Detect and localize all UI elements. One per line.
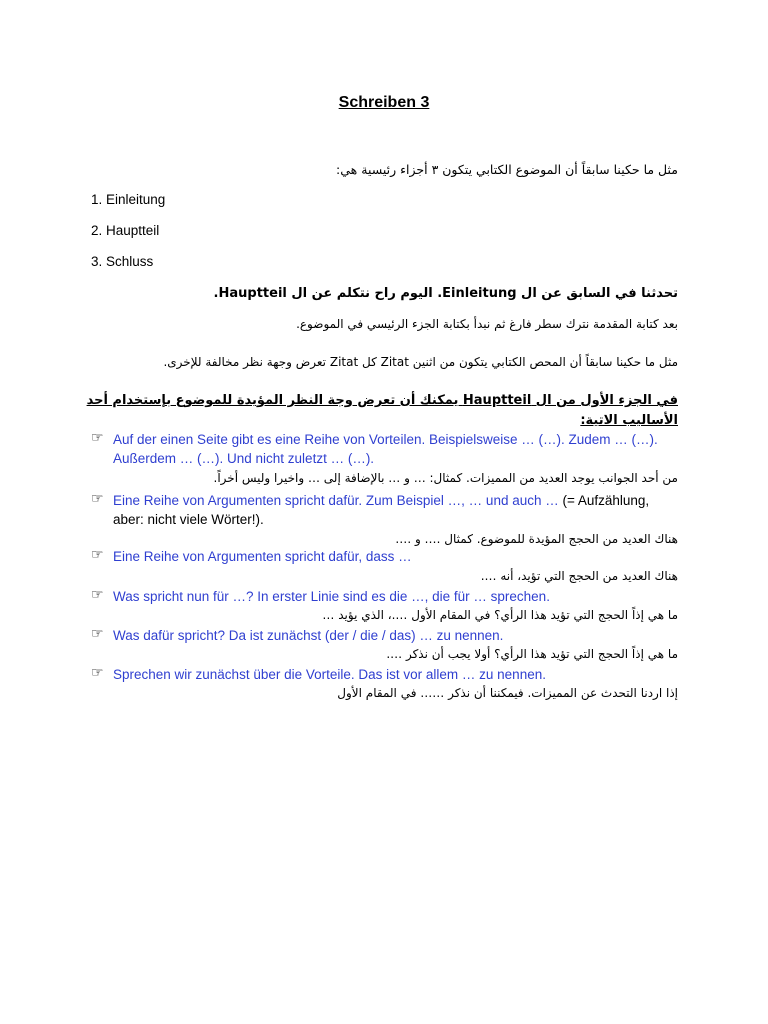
pointing-hand-icon: ☞ <box>91 430 104 446</box>
arabic-translation: إذا اردنا التحدث عن المميزات. فيمكننا أن نذكر …… في المقام الأول <box>337 686 678 700</box>
german-phrase: Sprechen wir zunächst über die Vorteile. Das ist vor allem … zu nennen. <box>113 667 546 682</box>
page-title: Schreiben 3 <box>338 94 430 111</box>
section-heading: في الجزء الأول من ال Hauptteil يمكنك أن تعرض وجة النظر المؤيدة للموضوع بإستخدام أحد الأساليب الاتية: <box>86 393 678 428</box>
talked-text: تحدثنا في السابق عن ال Einleitung. اليوم راح نتكلم عن ال Hauptteil. <box>213 286 678 301</box>
pointing-hand-icon: ☞ <box>91 665 104 681</box>
arabic-translation: ما هي إذاً الحجج التي تؤيد هذا الرأي؟ في المقام الأول ….، الذي يؤيد … <box>322 608 678 622</box>
zitat-text: مثل ما حكينا سابقاً أن المحص الكتابي يتكون من اثنين Zitat كل Zitat تعرض وجهة نظر مخالفة للإخرى. <box>163 355 678 369</box>
german-phrase: Eine Reihe von Argumenten spricht dafür, dass … <box>113 549 412 564</box>
german-phrase: Was dafür spricht? Da ist zunächst (der / die / das) … zu nennen. <box>113 628 504 643</box>
part-item-einleitung: 1. Einleitung <box>91 192 166 207</box>
arabic-translation: من أحد الجوانب يوجد العديد من المميزات. كمثال: … و … بالإضافة إلى … واخيرا وليس أخراً. <box>213 471 678 485</box>
arabic-translation: هناك العديد من الحجج المؤيدة للموضوع. كمثال …. و …. <box>395 532 678 546</box>
pointing-hand-icon: ☞ <box>91 491 104 507</box>
after-intro-text: بعد كتابة المقدمة نترك سطر فارغ ثم نبدأ بكتابة الجزء الرئيسي في الموضوع. <box>296 317 678 331</box>
german-phrase: Auf der einen Seite gibt es eine Reihe von Vorteilen. Beispielsweise … (…). Zudem … (…). Außerdem … (…). Und nicht zuletzt … (…). <box>113 432 658 466</box>
german-phrase: Eine Reihe von Argumenten spricht dafür. Zum Beispiel …, … und auch … (= Aufzählung, aber: nicht viele Wörter!). <box>113 493 650 527</box>
intro-text: مثل ما حكينا سابقاً أن الموضوع الكتابي يتكون ٣ أجزاء رئيسية هي: <box>336 162 678 177</box>
pointing-hand-icon: ☞ <box>91 626 104 642</box>
arabic-translation: هناك العديد من الحجج التي تؤيد، أنه …. <box>480 569 678 583</box>
part-item-hauptteil: 2. Hauptteil <box>91 223 160 238</box>
german-phrase: Was spricht nun für …? In erster Linie sind es die …, die für … sprechen. <box>113 589 550 604</box>
pointing-hand-icon: ☞ <box>91 547 104 563</box>
pointing-hand-icon: ☞ <box>91 587 104 603</box>
part-item-schluss: 3. Schluss <box>91 254 154 269</box>
arabic-translation: ما هي إذاً الحجج التي تؤيد هذا الرأي؟ أولا يجب أن نذكر …. <box>386 647 678 661</box>
